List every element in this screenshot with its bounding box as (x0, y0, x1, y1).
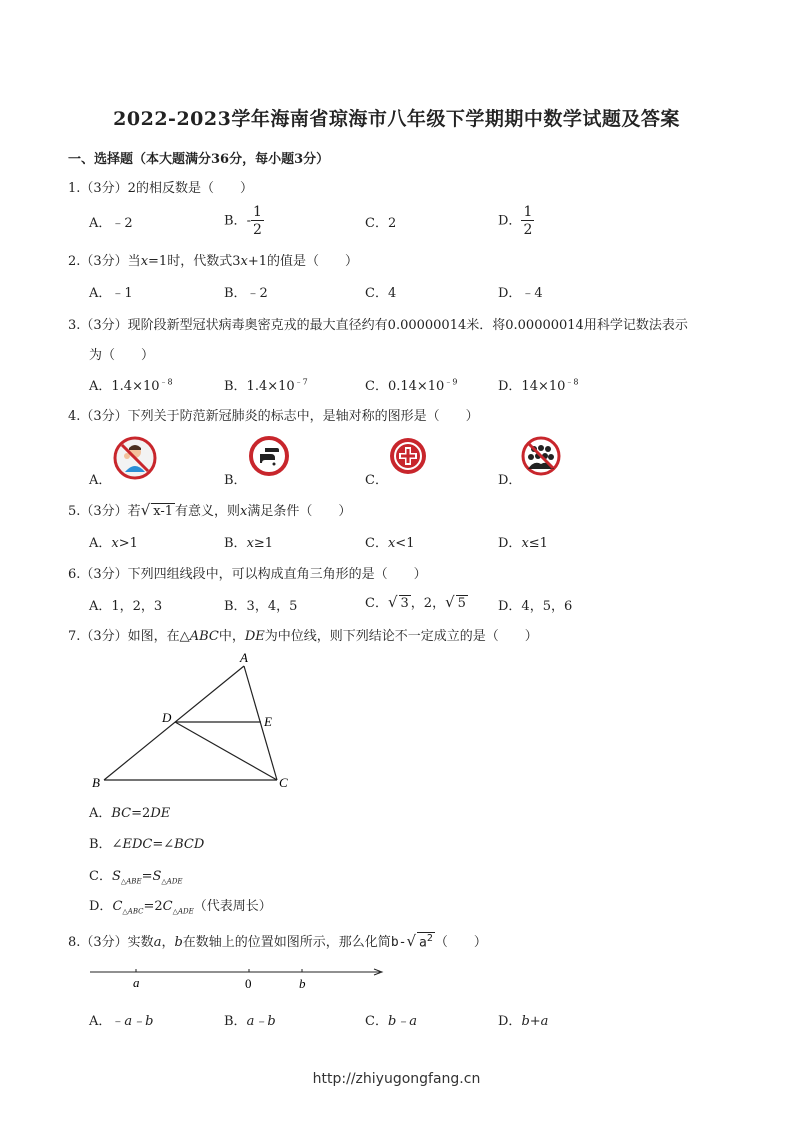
q7-option-a: A．BC=2DE (89, 806, 171, 821)
q3-option-d: D．$14\times 10^{﹣8}$ (498, 377, 579, 394)
question-4-stem: 4.（3分）下列关于防范新冠肺炎的标志中，是轴对称的图形是（ ） (68, 409, 479, 424)
section-heading: 一、选择题（本大题满分36分，每小题3分） (68, 152, 330, 167)
q8-option-c: C．b﹣a (365, 1014, 418, 1029)
q2-option-c: C．4 (365, 286, 397, 301)
question-1-stem: 1.（3分）2的相反数是（ ） (68, 181, 253, 196)
page-title: 2022-2023学年海南省琼海市八年级下学期期中数学试题及答案 (113, 108, 680, 130)
question-3-stem-line2: 为（ ） (89, 348, 155, 363)
q8-option-b: B．a﹣b (224, 1014, 276, 1029)
label-b: B (92, 775, 100, 790)
q4-option-b: B． (224, 473, 247, 488)
side-ab (104, 666, 244, 780)
q7-option-d: D．$C_{\triangle ABC}=2C_{\triangle ADE}$（代表周长） (89, 899, 272, 916)
medical-cross-icon (388, 436, 428, 476)
q6-option-a: A．1，2，3 (89, 599, 163, 614)
q1-option-a: A．﹣2 (89, 216, 133, 231)
q1-option-b: B．- $\frac{1}{2}$ (224, 204, 262, 238)
no-gathering-icon (521, 436, 561, 476)
q7-option-c: C．$S_{\triangle ABE}=S_{\triangle ADE}$ (89, 869, 183, 886)
q7-option-b: B．∠EDC=∠BCD (89, 837, 205, 852)
question-3-stem-line1: 3.（3分）现阶段新型冠状病毒奥密克戎的最大直径约有0.00000014米．将0.00000014用科学记数法表示 (68, 318, 688, 333)
label-d: D (162, 710, 172, 725)
label-a: A (240, 650, 248, 665)
q2-option-d: D．﹣4 (498, 286, 543, 301)
q3-option-a: A．$1.4\times 10^{﹣8}$ (89, 377, 173, 394)
label-c: C (279, 775, 288, 790)
number-line (88, 962, 388, 994)
question-8-stem: 8.（3分）实数a，b在数轴上的位置如图所示，那么化简b-√ $a^2$ （ ） (68, 932, 487, 950)
q1-option-d: D． $\frac{1}{2}$ (498, 204, 533, 238)
question-5-stem: 5.（3分）若√ x-1 有意义，则x满足条件（ ） (68, 501, 352, 519)
footer-url: http://zhiyugongfang.cn (312, 1071, 481, 1087)
question-2-stem: 2.（3分）当x=1时，代数式3x+1的值是（ ） (68, 254, 358, 269)
axis-label-zero: 0 (245, 976, 252, 991)
q5-option-d: D．x≤1 (498, 536, 548, 551)
segment-dc (175, 722, 277, 780)
question-7-stem: 7.（3分）如图，在△ABC中，DE为中位线，则下列结论不一定成立的是（ ） (68, 629, 538, 644)
q8-option-a: A．﹣a﹣b (89, 1014, 154, 1029)
q8-option-d: D．b+a (498, 1014, 549, 1029)
triangle-figure (86, 650, 296, 795)
axis-label-b: b (299, 976, 306, 991)
q4-option-d: D． (498, 473, 522, 488)
q3-option-c: C．$0.14\times 10^{﹣9}$ (365, 377, 458, 394)
side-ac (244, 666, 277, 780)
q6-option-c: C．√ 3 ，2，√ 5 (365, 593, 466, 611)
q2-option-a: A．﹣1 (89, 286, 133, 301)
question-6-stem: 6.（3分）下列四组线段中，可以构成直角三角形的是（ ） (68, 567, 427, 582)
q6-option-d: D．4，5，6 (498, 599, 573, 614)
q4-option-c: C． (365, 473, 388, 488)
q5-option-a: A．x>1 (89, 536, 138, 551)
q6-option-b: B．3，4，5 (224, 599, 298, 614)
q5-option-c: C．x<1 (365, 536, 415, 551)
q5-option-b: B．x≥1 (224, 536, 274, 551)
q4-option-a: A． (89, 473, 112, 488)
q1-option-c: C．2 (365, 216, 397, 231)
label-e: E (264, 714, 272, 729)
q3-option-b: B．$1.4\times 10^{﹣7}$ (224, 377, 308, 394)
axis-label-a: a (133, 975, 140, 990)
no-touching-face-icon (113, 436, 157, 480)
hand-washing-icon (249, 436, 289, 476)
q2-option-b: B．﹣2 (224, 286, 268, 301)
